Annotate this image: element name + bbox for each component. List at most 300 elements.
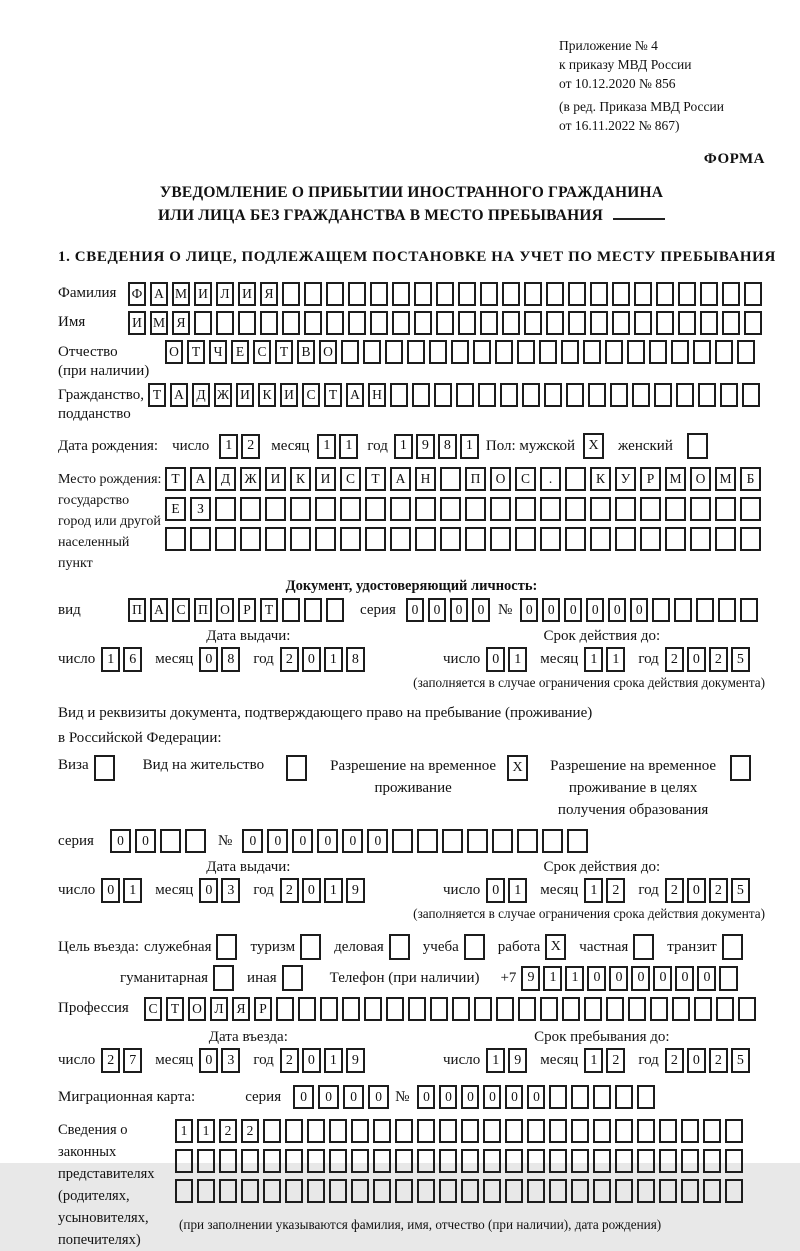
char-cell[interactable]	[637, 1179, 655, 1203]
char-cell[interactable]	[238, 311, 256, 335]
char-cell[interactable]	[650, 997, 668, 1021]
char-cell[interactable]: С	[515, 467, 536, 491]
char-cell[interactable]	[351, 1179, 369, 1203]
char-cell[interactable]	[440, 527, 461, 551]
char-cell[interactable]	[415, 527, 436, 551]
char-cell[interactable]	[676, 383, 694, 407]
char-cell[interactable]: 0	[428, 598, 446, 622]
char-cell[interactable]	[304, 311, 322, 335]
char-cell[interactable]	[656, 282, 674, 306]
char-cell[interactable]	[474, 997, 492, 1021]
doc-kind-cells[interactable]	[128, 598, 348, 622]
char-cell[interactable]: 0	[697, 966, 716, 991]
char-cell[interactable]: П	[465, 467, 486, 491]
char-cell[interactable]	[505, 1119, 523, 1143]
char-cell[interactable]	[326, 311, 344, 335]
char-cell[interactable]: Е	[165, 497, 186, 521]
char-cell[interactable]	[722, 282, 740, 306]
birth-place-row2-cells[interactable]	[165, 497, 765, 521]
char-cell[interactable]	[583, 340, 601, 364]
purpose-humanitarian-checkbox[interactable]	[213, 965, 234, 991]
char-cell[interactable]	[392, 829, 413, 853]
char-cell[interactable]: 2	[219, 1119, 237, 1143]
char-cell[interactable]: 8	[438, 434, 457, 459]
char-cell[interactable]	[720, 383, 738, 407]
char-cell[interactable]	[390, 497, 411, 521]
char-cell[interactable]	[414, 311, 432, 335]
char-cell[interactable]: 0	[318, 1085, 339, 1109]
char-cell[interactable]	[565, 527, 586, 551]
char-cell[interactable]	[216, 311, 234, 335]
char-cell[interactable]	[505, 1179, 523, 1203]
char-cell[interactable]: А	[390, 467, 411, 491]
char-cell[interactable]: 2	[709, 878, 728, 903]
visa-checkbox[interactable]	[94, 755, 115, 781]
char-cell[interactable]: 2	[606, 878, 625, 903]
char-cell[interactable]	[373, 1119, 391, 1143]
char-cell[interactable]	[517, 829, 538, 853]
char-cell[interactable]	[307, 1179, 325, 1203]
char-cell[interactable]: С	[253, 340, 271, 364]
purpose-study-checkbox[interactable]	[464, 934, 485, 960]
char-cell[interactable]	[373, 1179, 391, 1203]
char-cell[interactable]: 0	[609, 966, 628, 991]
char-cell[interactable]: Л	[210, 997, 228, 1021]
char-cell[interactable]: .	[540, 467, 561, 491]
male-checkbox[interactable]: X	[583, 433, 604, 459]
char-cell[interactable]	[725, 1119, 743, 1143]
char-cell[interactable]	[656, 311, 674, 335]
char-cell[interactable]	[659, 1119, 677, 1143]
char-cell[interactable]: И	[315, 467, 336, 491]
char-cell[interactable]: П	[194, 598, 212, 622]
char-cell[interactable]: 0	[267, 829, 288, 853]
doc-valid-day-cells[interactable]	[486, 647, 530, 672]
char-cell[interactable]	[298, 997, 316, 1021]
char-cell[interactable]	[715, 340, 733, 364]
char-cell[interactable]: З	[190, 497, 211, 521]
char-cell[interactable]: 1	[101, 647, 120, 672]
char-cell[interactable]	[698, 383, 716, 407]
char-cell[interactable]	[434, 383, 452, 407]
guardians-row2-cells[interactable]	[175, 1149, 747, 1173]
mig-number-cells[interactable]	[417, 1085, 659, 1109]
char-cell[interactable]	[665, 527, 686, 551]
char-cell[interactable]	[483, 1149, 501, 1173]
char-cell[interactable]: 0	[242, 829, 263, 853]
char-cell[interactable]	[590, 527, 611, 551]
char-cell[interactable]	[542, 829, 563, 853]
char-cell[interactable]	[285, 1149, 303, 1173]
char-cell[interactable]	[632, 383, 650, 407]
char-cell[interactable]	[593, 1085, 611, 1109]
char-cell[interactable]: 2	[665, 647, 684, 672]
char-cell[interactable]: И	[128, 311, 146, 335]
char-cell[interactable]	[640, 497, 661, 521]
birth-year-cells[interactable]	[394, 434, 482, 459]
char-cell[interactable]	[304, 598, 322, 622]
char-cell[interactable]	[465, 497, 486, 521]
doc-issue-month-cells[interactable]	[199, 647, 243, 672]
char-cell[interactable]: 1	[584, 1048, 603, 1073]
char-cell[interactable]	[215, 497, 236, 521]
char-cell[interactable]: Я	[260, 282, 278, 306]
char-cell[interactable]	[285, 1179, 303, 1203]
char-cell[interactable]	[740, 497, 761, 521]
char-cell[interactable]	[718, 598, 736, 622]
char-cell[interactable]: С	[302, 383, 320, 407]
char-cell[interactable]: 0	[110, 829, 131, 853]
guardians-row1-cells[interactable]	[175, 1119, 747, 1143]
resid-series-cells[interactable]	[110, 829, 210, 853]
resid-number-cells[interactable]	[242, 829, 592, 853]
char-cell[interactable]	[430, 997, 448, 1021]
char-cell[interactable]: 0	[406, 598, 424, 622]
char-cell[interactable]	[703, 1119, 721, 1143]
char-cell[interactable]	[634, 311, 652, 335]
char-cell[interactable]: О	[188, 997, 206, 1021]
char-cell[interactable]	[605, 340, 623, 364]
char-cell[interactable]: 0	[472, 598, 490, 622]
doc-number-cells[interactable]	[520, 598, 762, 622]
char-cell[interactable]	[615, 1119, 633, 1143]
char-cell[interactable]	[290, 527, 311, 551]
char-cell[interactable]: 5	[731, 647, 750, 672]
char-cell[interactable]	[652, 598, 670, 622]
char-cell[interactable]	[659, 1149, 677, 1173]
char-cell[interactable]: 0	[199, 878, 218, 903]
char-cell[interactable]	[505, 1149, 523, 1173]
char-cell[interactable]: О	[690, 467, 711, 491]
char-cell[interactable]	[395, 1179, 413, 1203]
resid-issue-month-cells[interactable]	[199, 878, 243, 903]
temp-permit-checkbox[interactable]: X	[507, 755, 528, 781]
char-cell[interactable]	[715, 497, 736, 521]
char-cell[interactable]	[566, 383, 584, 407]
char-cell[interactable]	[610, 383, 628, 407]
char-cell[interactable]	[615, 1179, 633, 1203]
char-cell[interactable]	[716, 997, 734, 1021]
char-cell[interactable]	[458, 311, 476, 335]
char-cell[interactable]: Т	[166, 997, 184, 1021]
char-cell[interactable]	[637, 1085, 655, 1109]
char-cell[interactable]	[436, 311, 454, 335]
char-cell[interactable]	[696, 598, 714, 622]
char-cell[interactable]: 1	[339, 434, 358, 459]
char-cell[interactable]	[590, 282, 608, 306]
char-cell[interactable]: Т	[365, 467, 386, 491]
char-cell[interactable]: И	[280, 383, 298, 407]
char-cell[interactable]: Т	[187, 340, 205, 364]
birth-place-row3-cells[interactable]	[165, 527, 765, 551]
char-cell[interactable]	[671, 340, 689, 364]
char-cell[interactable]: 1	[606, 647, 625, 672]
resid-valid-year-cells[interactable]	[665, 878, 753, 903]
char-cell[interactable]	[329, 1179, 347, 1203]
char-cell[interactable]: 9	[346, 1048, 365, 1073]
char-cell[interactable]: Р	[238, 598, 256, 622]
char-cell[interactable]: 2	[709, 1048, 728, 1073]
char-cell[interactable]: Ж	[240, 467, 261, 491]
char-cell[interactable]	[681, 1149, 699, 1173]
char-cell[interactable]	[571, 1085, 589, 1109]
char-cell[interactable]: 3	[221, 1048, 240, 1073]
char-cell[interactable]	[219, 1149, 237, 1173]
char-cell[interactable]: 0	[630, 598, 648, 622]
char-cell[interactable]	[546, 311, 564, 335]
char-cell[interactable]	[568, 282, 586, 306]
char-cell[interactable]	[165, 527, 186, 551]
char-cell[interactable]: 0	[292, 829, 313, 853]
char-cell[interactable]	[496, 997, 514, 1021]
char-cell[interactable]	[593, 1119, 611, 1143]
char-cell[interactable]	[395, 1119, 413, 1143]
char-cell[interactable]	[565, 467, 586, 491]
char-cell[interactable]	[276, 997, 294, 1021]
char-cell[interactable]: 1	[584, 647, 603, 672]
char-cell[interactable]: Ф	[128, 282, 146, 306]
purpose-private-checkbox[interactable]	[633, 934, 654, 960]
char-cell[interactable]: А	[346, 383, 364, 407]
char-cell[interactable]	[194, 311, 212, 335]
char-cell[interactable]: Ч	[209, 340, 227, 364]
char-cell[interactable]	[329, 1119, 347, 1143]
char-cell[interactable]: О	[319, 340, 337, 364]
char-cell[interactable]	[412, 383, 430, 407]
char-cell[interactable]	[725, 1149, 743, 1173]
char-cell[interactable]	[265, 527, 286, 551]
char-cell[interactable]	[637, 1149, 655, 1173]
char-cell[interactable]	[483, 1179, 501, 1203]
char-cell[interactable]	[326, 598, 344, 622]
char-cell[interactable]: 0	[450, 598, 468, 622]
char-cell[interactable]	[549, 1149, 567, 1173]
char-cell[interactable]	[690, 497, 711, 521]
char-cell[interactable]	[185, 829, 206, 853]
char-cell[interactable]	[524, 311, 542, 335]
char-cell[interactable]	[502, 282, 520, 306]
char-cell[interactable]	[417, 1119, 435, 1143]
char-cell[interactable]	[417, 829, 438, 853]
char-cell[interactable]: А	[190, 467, 211, 491]
char-cell[interactable]	[175, 1179, 193, 1203]
char-cell[interactable]: Б	[740, 467, 761, 491]
char-cell[interactable]	[571, 1149, 589, 1173]
char-cell[interactable]: 0	[461, 1085, 479, 1109]
char-cell[interactable]	[524, 282, 542, 306]
char-cell[interactable]: О	[165, 340, 183, 364]
char-cell[interactable]	[703, 1149, 721, 1173]
char-cell[interactable]: 1	[219, 434, 238, 459]
char-cell[interactable]: 0	[586, 598, 604, 622]
char-cell[interactable]: 1	[197, 1119, 215, 1143]
char-cell[interactable]	[307, 1149, 325, 1173]
char-cell[interactable]: 0	[687, 878, 706, 903]
char-cell[interactable]	[436, 282, 454, 306]
char-cell[interactable]	[478, 383, 496, 407]
stay-year-cells[interactable]	[665, 1048, 753, 1073]
char-cell[interactable]	[615, 497, 636, 521]
char-cell[interactable]	[480, 282, 498, 306]
char-cell[interactable]	[414, 282, 432, 306]
char-cell[interactable]: И	[194, 282, 212, 306]
char-cell[interactable]: 0	[486, 878, 505, 903]
char-cell[interactable]: 1	[584, 878, 603, 903]
char-cell[interactable]: 1	[486, 1048, 505, 1073]
resid-issue-year-cells[interactable]	[280, 878, 368, 903]
char-cell[interactable]	[627, 340, 645, 364]
char-cell[interactable]	[634, 282, 652, 306]
char-cell[interactable]	[160, 829, 181, 853]
char-cell[interactable]	[395, 1149, 413, 1173]
doc-valid-month-cells[interactable]	[584, 647, 628, 672]
char-cell[interactable]	[304, 282, 322, 306]
char-cell[interactable]	[439, 1119, 457, 1143]
guardians-row3-cells[interactable]	[175, 1179, 747, 1203]
char-cell[interactable]: 0	[302, 878, 321, 903]
char-cell[interactable]: 0	[520, 598, 538, 622]
char-cell[interactable]	[263, 1149, 281, 1173]
surname-cells[interactable]	[128, 282, 766, 306]
char-cell[interactable]	[693, 340, 711, 364]
doc-series-cells[interactable]	[406, 598, 494, 622]
char-cell[interactable]	[341, 340, 359, 364]
char-cell[interactable]	[615, 1085, 633, 1109]
char-cell[interactable]	[392, 282, 410, 306]
char-cell[interactable]: 1	[324, 878, 343, 903]
char-cell[interactable]: Т	[148, 383, 166, 407]
char-cell[interactable]: 0	[564, 598, 582, 622]
char-cell[interactable]	[408, 997, 426, 1021]
char-cell[interactable]	[567, 829, 588, 853]
char-cell[interactable]: Т	[165, 467, 186, 491]
char-cell[interactable]: Н	[368, 383, 386, 407]
char-cell[interactable]	[502, 311, 520, 335]
char-cell[interactable]	[240, 497, 261, 521]
char-cell[interactable]	[571, 1119, 589, 1143]
char-cell[interactable]: 0	[342, 829, 363, 853]
char-cell[interactable]: 1	[123, 878, 142, 903]
char-cell[interactable]	[740, 527, 761, 551]
char-cell[interactable]	[612, 282, 630, 306]
char-cell[interactable]: 2	[606, 1048, 625, 1073]
char-cell[interactable]	[568, 311, 586, 335]
char-cell[interactable]: 0	[486, 647, 505, 672]
char-cell[interactable]	[461, 1149, 479, 1173]
char-cell[interactable]	[565, 497, 586, 521]
char-cell[interactable]: 0	[542, 598, 560, 622]
char-cell[interactable]: О	[216, 598, 234, 622]
char-cell[interactable]	[744, 311, 762, 335]
char-cell[interactable]: 0	[317, 829, 338, 853]
char-cell[interactable]	[315, 527, 336, 551]
char-cell[interactable]	[439, 1149, 457, 1173]
char-cell[interactable]: 2	[280, 878, 299, 903]
char-cell[interactable]: А	[170, 383, 188, 407]
char-cell[interactable]: 1	[324, 647, 343, 672]
char-cell[interactable]	[540, 497, 561, 521]
char-cell[interactable]	[539, 340, 557, 364]
char-cell[interactable]	[440, 497, 461, 521]
char-cell[interactable]	[282, 598, 300, 622]
char-cell[interactable]	[326, 282, 344, 306]
char-cell[interactable]	[197, 1149, 215, 1173]
char-cell[interactable]	[615, 1149, 633, 1173]
purpose-official-checkbox[interactable]	[216, 934, 237, 960]
char-cell[interactable]	[549, 1179, 567, 1203]
char-cell[interactable]: Т	[260, 598, 278, 622]
char-cell[interactable]	[694, 997, 712, 1021]
char-cell[interactable]: 9	[508, 1048, 527, 1073]
char-cell[interactable]: Я	[232, 997, 250, 1021]
stay-month-cells[interactable]	[584, 1048, 628, 1073]
entry-day-cells[interactable]	[101, 1048, 145, 1073]
char-cell[interactable]	[260, 311, 278, 335]
doc-issue-year-cells[interactable]	[280, 647, 368, 672]
char-cell[interactable]: 0	[587, 966, 606, 991]
female-checkbox[interactable]	[687, 433, 708, 459]
char-cell[interactable]	[561, 340, 579, 364]
char-cell[interactable]: 0	[101, 878, 120, 903]
char-cell[interactable]	[483, 1119, 501, 1143]
char-cell[interactable]	[637, 1119, 655, 1143]
char-cell[interactable]: 2	[665, 1048, 684, 1073]
char-cell[interactable]	[527, 1119, 545, 1143]
char-cell[interactable]	[540, 527, 561, 551]
doc-issue-day-cells[interactable]	[101, 647, 145, 672]
char-cell[interactable]	[522, 383, 540, 407]
char-cell[interactable]: 9	[521, 966, 540, 991]
char-cell[interactable]: Д	[215, 467, 236, 491]
char-cell[interactable]	[351, 1149, 369, 1173]
char-cell[interactable]	[215, 527, 236, 551]
char-cell[interactable]	[363, 340, 381, 364]
char-cell[interactable]: 0	[505, 1085, 523, 1109]
char-cell[interactable]	[340, 497, 361, 521]
char-cell[interactable]: 5	[731, 1048, 750, 1073]
char-cell[interactable]: Д	[192, 383, 210, 407]
char-cell[interactable]	[263, 1119, 281, 1143]
char-cell[interactable]	[342, 997, 360, 1021]
char-cell[interactable]	[415, 497, 436, 521]
char-cell[interactable]	[590, 311, 608, 335]
char-cell[interactable]	[737, 340, 755, 364]
char-cell[interactable]	[197, 1179, 215, 1203]
purpose-tourism-checkbox[interactable]	[300, 934, 321, 960]
phone-cells[interactable]	[521, 966, 741, 991]
char-cell[interactable]	[373, 1149, 391, 1173]
char-cell[interactable]	[190, 527, 211, 551]
char-cell[interactable]: 0	[439, 1085, 457, 1109]
char-cell[interactable]	[285, 1119, 303, 1143]
char-cell[interactable]: 0	[608, 598, 626, 622]
char-cell[interactable]: 1	[175, 1119, 193, 1143]
char-cell[interactable]: Е	[231, 340, 249, 364]
char-cell[interactable]	[390, 527, 411, 551]
char-cell[interactable]	[681, 1119, 699, 1143]
char-cell[interactable]: 0	[293, 1085, 314, 1109]
char-cell[interactable]: 0	[483, 1085, 501, 1109]
purpose-other-checkbox[interactable]	[282, 965, 303, 991]
char-cell[interactable]	[615, 527, 636, 551]
char-cell[interactable]	[612, 311, 630, 335]
char-cell[interactable]	[370, 311, 388, 335]
char-cell[interactable]	[263, 1179, 281, 1203]
char-cell[interactable]	[515, 527, 536, 551]
char-cell[interactable]: 7	[123, 1048, 142, 1073]
char-cell[interactable]: В	[297, 340, 315, 364]
char-cell[interactable]: 0	[631, 966, 650, 991]
